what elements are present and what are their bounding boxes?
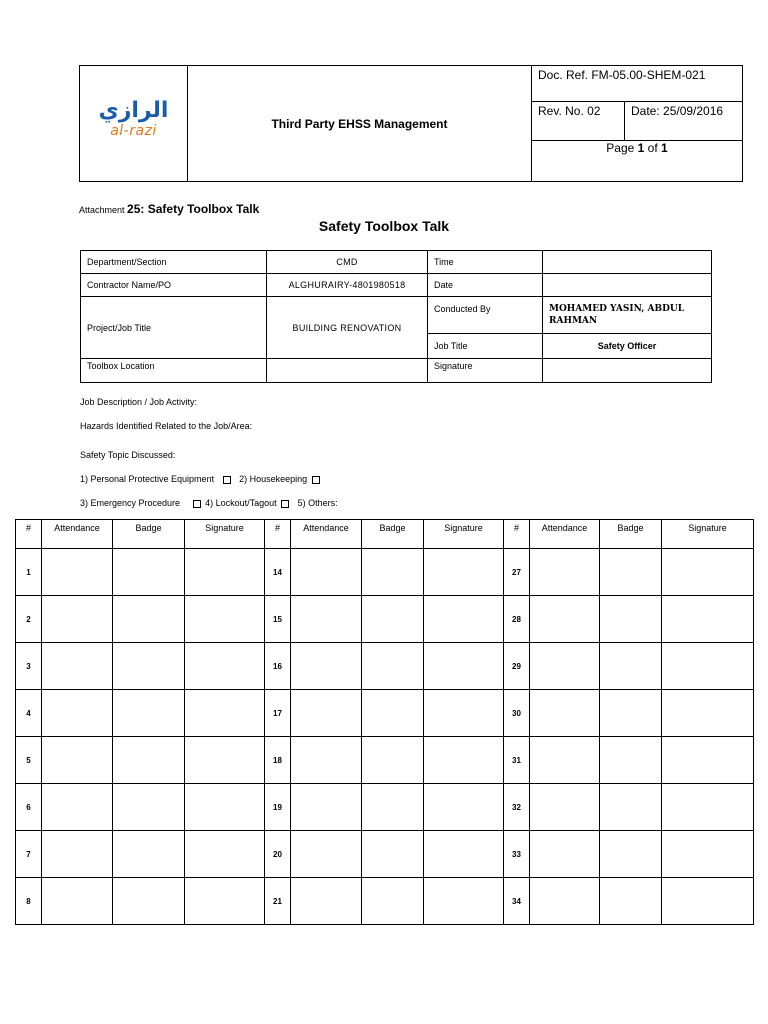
dept-value: CMD [267,251,428,274]
badge-cell[interactable] [113,596,185,643]
row-number: 18 [265,737,291,784]
badge-cell[interactable] [113,549,185,596]
topic-line-2 [80,498,338,508]
row-number: 5 [16,737,42,784]
jobtitle-label: Job Title [428,334,543,359]
badge-cell[interactable] [362,737,424,784]
attendance-cell[interactable] [530,831,600,878]
location-value[interactable] [267,359,428,383]
signature-cell[interactable] [662,878,754,925]
project-label: Project/Job Title [81,297,267,359]
checkbox-housekeeping[interactable] [312,476,320,484]
topic-ppe: 1) Personal Protective Equipment [80,474,215,484]
row-number: 28 [504,596,530,643]
checkbox-lockout[interactable] [281,500,289,508]
signature-cell[interactable] [185,784,265,831]
topic-line-1 [80,474,322,484]
row-number: 33 [504,831,530,878]
signature-cell[interactable] [424,596,504,643]
signature-cell[interactable] [424,737,504,784]
safety-topic-label: Safety Topic Discussed: [80,450,176,460]
row-number: 14 [265,549,291,596]
row-number: 31 [504,737,530,784]
signature-cell[interactable] [662,831,754,878]
document-header [79,65,743,182]
attendance-cell[interactable] [291,596,362,643]
row-number: 3 [16,643,42,690]
badge-cell[interactable] [362,831,424,878]
attendance-cell[interactable] [530,737,600,784]
attendance-header-row [16,520,754,549]
col-attendance-header: Attendance [42,520,113,549]
signature-cell[interactable] [662,643,754,690]
signature-cell[interactable] [185,831,265,878]
attendance-cell[interactable] [42,878,113,925]
badge-cell[interactable] [113,878,185,925]
col-signature-header: Signature [424,520,504,549]
attendance-cell[interactable] [530,690,600,737]
table-row [16,549,754,596]
dept-label: Department/Section [81,251,267,274]
date-label: Date [428,274,543,297]
signature-cell[interactable] [185,549,265,596]
attendance-cell[interactable] [42,737,113,784]
row-number: 32 [504,784,530,831]
badge-cell[interactable] [600,549,662,596]
attachment-label: Attachment 25: Safety Toolbox Talk [79,202,260,216]
signature-cell[interactable] [185,878,265,925]
attendance-cell[interactable] [42,784,113,831]
page-number: Page 1 of 1 [532,141,743,182]
signature-cell[interactable] [185,690,265,737]
location-label: Toolbox Location [81,359,267,383]
attendance-cell[interactable] [530,596,600,643]
attendance-cell[interactable] [530,549,600,596]
attendance-cell[interactable] [42,643,113,690]
attendance-cell[interactable] [291,643,362,690]
jobtitle-value: Safety Officer [543,334,712,359]
table-row [16,784,754,831]
col-badge-header: Badge [113,520,185,549]
doc-ref: Doc. Ref. FM-05.00-SHEM-021 [532,66,743,102]
attendance-cell[interactable] [530,643,600,690]
signature-cell[interactable] [424,878,504,925]
col-attendance-header: Attendance [530,520,600,549]
row-number: 29 [504,643,530,690]
row-number: 15 [265,596,291,643]
header-date: Date: 25/09/2016 [625,102,743,141]
date-value[interactable] [543,274,712,297]
attendance-body [16,549,754,925]
attendance-cell[interactable] [291,878,362,925]
signature-cell[interactable] [424,549,504,596]
signature-cell[interactable] [662,737,754,784]
badge-cell[interactable] [113,737,185,784]
attendance-table [15,519,754,925]
row-number: 27 [504,549,530,596]
row-number: 6 [16,784,42,831]
document-title: Safety Toolbox Talk [318,218,450,234]
badge-cell[interactable] [113,690,185,737]
col-badge-header: Badge [600,520,662,549]
row-number: 1 [16,549,42,596]
row-number: 7 [16,831,42,878]
table-row [16,690,754,737]
company-logo-arabic: الرازي [98,97,169,123]
checkbox-ppe[interactable] [223,476,231,484]
topic-lockout: 4) Lockout/Tagout [205,498,277,508]
badge-cell[interactable] [113,643,185,690]
conducted-label: Conducted By [428,297,543,334]
badge-cell[interactable] [362,784,424,831]
attendance-cell[interactable] [42,596,113,643]
attendance-cell[interactable] [291,784,362,831]
signature-value[interactable] [543,359,712,383]
badge-cell[interactable] [362,549,424,596]
col-badge-header: Badge [362,520,424,549]
col-signature-header: Signature [662,520,754,549]
row-number: 19 [265,784,291,831]
row-number: 30 [504,690,530,737]
signature-cell[interactable] [424,643,504,690]
row-number: 16 [265,643,291,690]
attendance-cell[interactable] [291,549,362,596]
badge-cell[interactable] [600,596,662,643]
attendance-cell[interactable] [291,737,362,784]
badge-cell[interactable] [600,831,662,878]
company-logo-english: al-razi [110,122,157,139]
signature-cell[interactable] [662,549,754,596]
badge-cell[interactable] [362,690,424,737]
col-number-header: # [265,520,291,549]
topic-others: 5) Others: [297,498,338,508]
col-signature-header: Signature [185,520,265,549]
logo-cell [80,66,188,182]
badge-cell[interactable] [113,784,185,831]
row-number: 20 [265,831,291,878]
attendance-cell[interactable] [291,690,362,737]
badge-cell[interactable] [600,690,662,737]
signature-cell[interactable] [185,643,265,690]
attendance-cell[interactable] [42,549,113,596]
time-label: Time [428,251,543,274]
signature-label: Signature [428,359,543,383]
table-row [16,643,754,690]
header-title: Third Party EHSS Management [188,66,532,182]
signature-cell[interactable] [662,784,754,831]
checkbox-emergency[interactable] [193,500,201,508]
topic-emergency: 3) Emergency Procedure [80,498,181,508]
signature-cell[interactable] [662,596,754,643]
signature-cell[interactable] [185,737,265,784]
row-number: 17 [265,690,291,737]
row-number: 8 [16,878,42,925]
badge-cell[interactable] [600,737,662,784]
rev-no: Rev. No. 02 [532,102,625,141]
badge-cell[interactable] [600,643,662,690]
col-attendance-header: Attendance [291,520,362,549]
signature-cell[interactable] [424,831,504,878]
project-value: BUILDING RENOVATION [267,297,428,359]
hazards-label: Hazards Identified Related to the Job/Area: [80,421,253,431]
attendance-cell[interactable] [42,831,113,878]
signature-cell[interactable] [424,784,504,831]
job-description-label: Job Description / Job Activity: [80,397,198,407]
contractor-label: Contractor Name/PO [81,274,267,297]
table-row [16,831,754,878]
attendance-cell[interactable] [530,784,600,831]
badge-cell[interactable] [362,878,424,925]
badge-cell[interactable] [600,784,662,831]
info-table [80,250,712,383]
row-number: 4 [16,690,42,737]
badge-cell[interactable] [362,596,424,643]
table-row [16,596,754,643]
badge-cell[interactable] [362,643,424,690]
row-number: 2 [16,596,42,643]
conducted-value: MOHAMED YASIN, ABDUL RAHMAN [543,297,712,334]
table-row [16,878,754,925]
attendance-cell[interactable] [530,878,600,925]
row-number: 34 [504,878,530,925]
signature-cell[interactable] [662,690,754,737]
time-value[interactable] [543,251,712,274]
col-number-header: # [16,520,42,549]
badge-cell[interactable] [600,878,662,925]
table-row [16,737,754,784]
signature-cell[interactable] [424,690,504,737]
topic-housekeeping: 2) Housekeeping [239,474,308,484]
attendance-cell[interactable] [291,831,362,878]
attendance-cell[interactable] [42,690,113,737]
contractor-value: ALGHURAIRY-4801980518 [267,274,428,297]
row-number: 21 [265,878,291,925]
signature-cell[interactable] [185,596,265,643]
badge-cell[interactable] [113,831,185,878]
col-number-header: # [504,520,530,549]
